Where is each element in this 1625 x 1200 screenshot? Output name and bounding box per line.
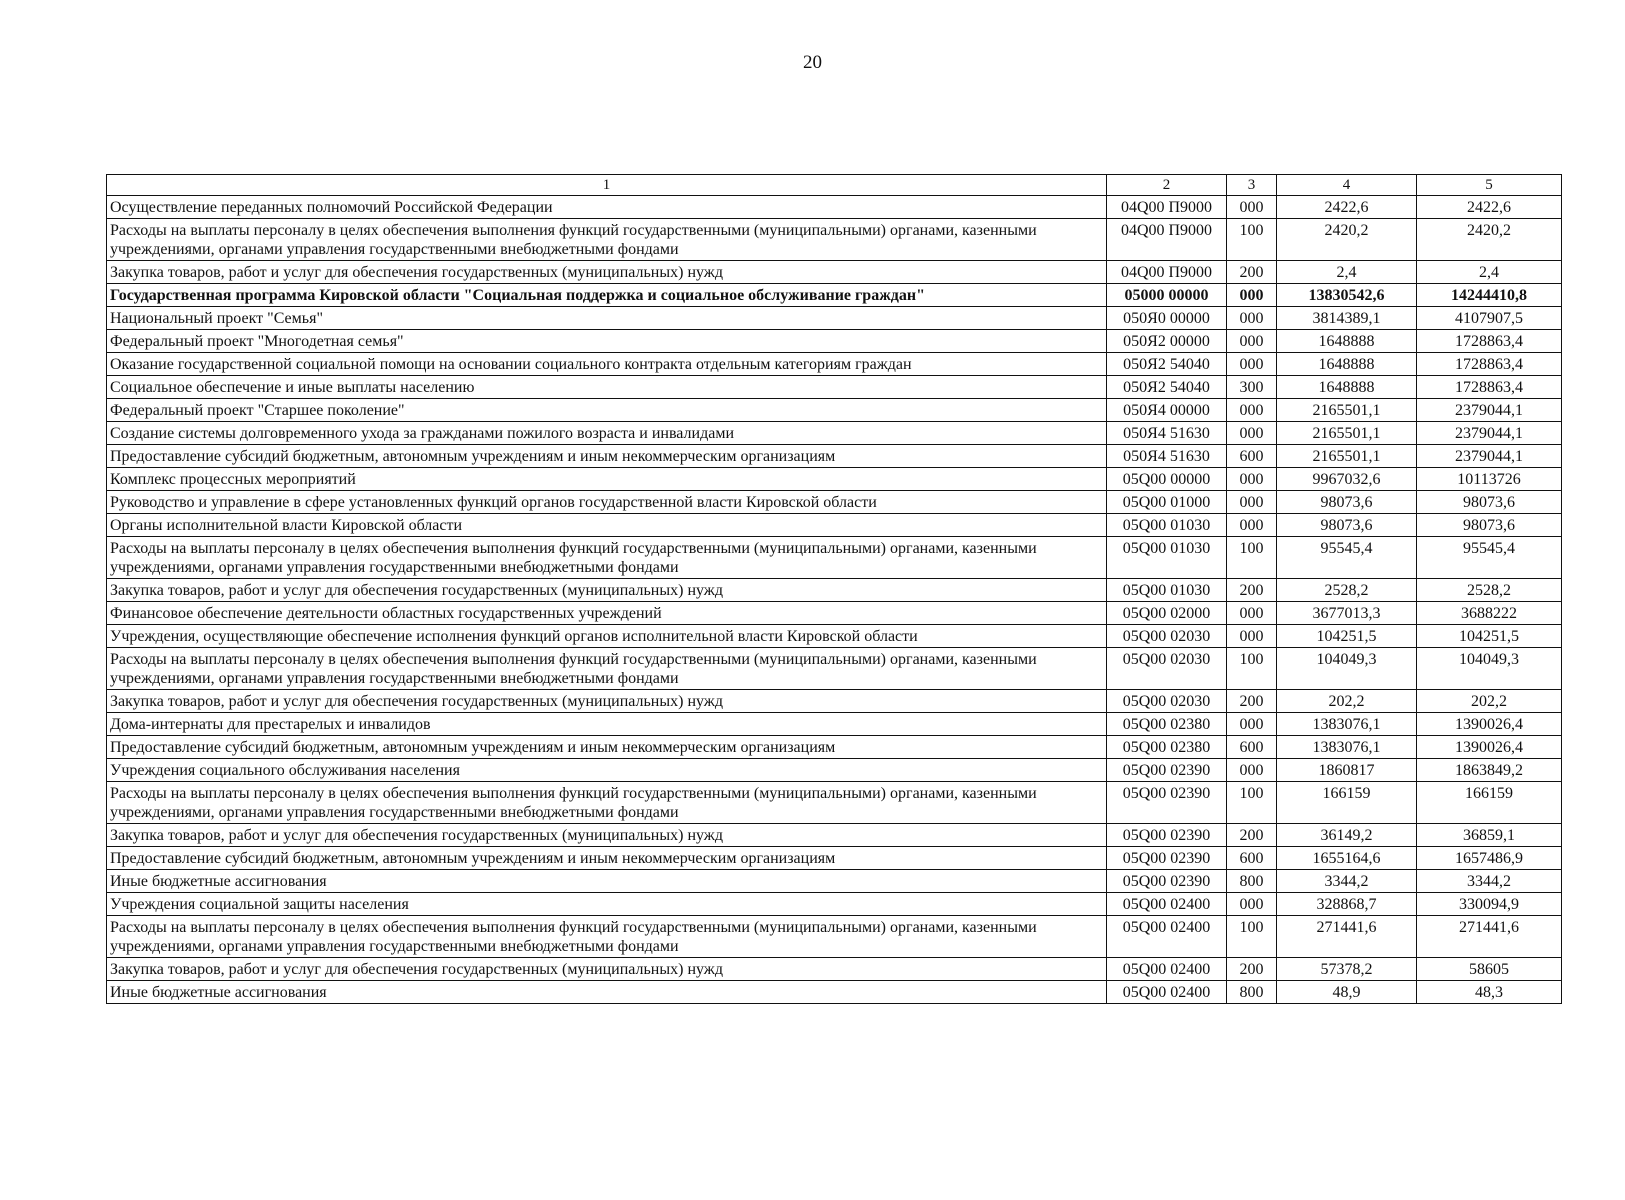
row-value-col-4: 2165501,1 <box>1277 399 1417 422</box>
table-row <box>107 625 1562 648</box>
table-row <box>107 736 1562 759</box>
row-code: 05Q00 00000 <box>1107 468 1227 491</box>
row-name: Социальное обеспечение и иные выплаты населению <box>107 376 1107 399</box>
row-value-col-5: 95545,4 <box>1417 537 1562 579</box>
row-value-col-4: 36149,2 <box>1277 824 1417 847</box>
row-value-col-5: 3688222 <box>1417 602 1562 625</box>
table-row <box>107 824 1562 847</box>
table-row <box>107 284 1562 307</box>
row-value-col-5: 2528,2 <box>1417 579 1562 602</box>
row-expense-type: 200 <box>1227 690 1277 713</box>
row-value-col-5: 1657486,9 <box>1417 847 1562 870</box>
row-name: Федеральный проект "Многодетная семья" <box>107 330 1107 353</box>
row-code: 05Q00 02400 <box>1107 893 1227 916</box>
row-name: Учреждения социального обслуживания населения <box>107 759 1107 782</box>
row-name: Расходы на выплаты персоналу в целях обеспечения выполнения функций государственными (муниципальными) органами, казенными учреждениями, органами управления государственными внебюджетными фондами <box>107 537 1107 579</box>
row-code: 05000 00000 <box>1107 284 1227 307</box>
table-row <box>107 422 1562 445</box>
row-name: Расходы на выплаты персоналу в целях обеспечения выполнения функций государственными (муниципальными) органами, казенными учреждениями, органами управления государственными внебюджетными фондами <box>107 648 1107 690</box>
page-number: 20 <box>803 52 822 73</box>
row-code: 05Q00 02390 <box>1107 824 1227 847</box>
table-row <box>107 870 1562 893</box>
row-code: 05Q00 02030 <box>1107 690 1227 713</box>
row-code: 050Я2 54040 <box>1107 353 1227 376</box>
row-expense-type: 600 <box>1227 445 1277 468</box>
row-value-col-5: 271441,6 <box>1417 916 1562 958</box>
row-expense-type: 100 <box>1227 219 1277 261</box>
row-expense-type: 000 <box>1227 353 1277 376</box>
table-row <box>107 782 1562 824</box>
row-name: Закупка товаров, работ и услуг для обеспечения государственных (муниципальных) нужд <box>107 690 1107 713</box>
table-row <box>107 330 1562 353</box>
row-code: 05Q00 02030 <box>1107 625 1227 648</box>
row-code: 05Q00 02400 <box>1107 916 1227 958</box>
row-value-col-5: 1728863,4 <box>1417 330 1562 353</box>
row-expense-type: 800 <box>1227 870 1277 893</box>
row-code: 05Q00 02390 <box>1107 782 1227 824</box>
row-value-col-5: 1728863,4 <box>1417 353 1562 376</box>
row-value-col-4: 3677013,3 <box>1277 602 1417 625</box>
row-name: Государственная программа Кировской области "Социальная поддержка и социальное обслуживание граждан" <box>107 284 1107 307</box>
row-code: 05Q00 01030 <box>1107 514 1227 537</box>
row-value-col-5: 58605 <box>1417 958 1562 981</box>
row-name: Закупка товаров, работ и услуг для обеспечения государственных (муниципальных) нужд <box>107 579 1107 602</box>
table-row <box>107 399 1562 422</box>
row-value-col-4: 104251,5 <box>1277 625 1417 648</box>
row-code: 05Q00 01000 <box>1107 491 1227 514</box>
table-row <box>107 353 1562 376</box>
table-row <box>107 958 1562 981</box>
row-expense-type: 000 <box>1227 625 1277 648</box>
row-code: 050Я4 00000 <box>1107 399 1227 422</box>
row-name: Учреждения, осуществляющие обеспечение исполнения функций органов исполнительной власти Кировской области <box>107 625 1107 648</box>
row-name: Расходы на выплаты персоналу в целях обеспечения выполнения функций государственными (муниципальными) органами, казенными учреждениями, органами управления государственными внебюджетными фондами <box>107 219 1107 261</box>
row-value-col-4: 3344,2 <box>1277 870 1417 893</box>
row-name: Закупка товаров, работ и услуг для обеспечения государственных (муниципальных) нужд <box>107 824 1107 847</box>
row-expense-type: 000 <box>1227 713 1277 736</box>
row-code: 05Q00 02390 <box>1107 759 1227 782</box>
row-name: Национальный проект "Семья" <box>107 307 1107 330</box>
row-code: 05Q00 02000 <box>1107 602 1227 625</box>
row-code: 05Q00 02030 <box>1107 648 1227 690</box>
row-value-col-5: 14244410,8 <box>1417 284 1562 307</box>
row-code: 04Q00 П9000 <box>1107 196 1227 219</box>
row-expense-type: 200 <box>1227 579 1277 602</box>
row-value-col-4: 2,4 <box>1277 261 1417 284</box>
table-row <box>107 468 1562 491</box>
row-value-col-5: 202,2 <box>1417 690 1562 713</box>
row-name: Расходы на выплаты персоналу в целях обеспечения выполнения функций государственными (муниципальными) органами, казенными учреждениями, органами управления государственными внебюджетными фондами <box>107 916 1107 958</box>
row-value-col-4: 2165501,1 <box>1277 445 1417 468</box>
table-row <box>107 602 1562 625</box>
row-name: Федеральный проект "Старшее поколение" <box>107 399 1107 422</box>
row-name: Комплекс процессных мероприятий <box>107 468 1107 491</box>
row-value-col-4: 98073,6 <box>1277 491 1417 514</box>
budget-table <box>106 174 1562 1004</box>
table-row <box>107 981 1562 1004</box>
table-row <box>107 219 1562 261</box>
row-expense-type: 000 <box>1227 759 1277 782</box>
row-value-col-5: 2379044,1 <box>1417 399 1562 422</box>
row-value-col-4: 57378,2 <box>1277 958 1417 981</box>
row-expense-type: 000 <box>1227 602 1277 625</box>
row-value-col-4: 1648888 <box>1277 353 1417 376</box>
header-col-5: 5 <box>1417 175 1562 196</box>
row-value-col-4: 98073,6 <box>1277 514 1417 537</box>
row-value-col-5: 3344,2 <box>1417 870 1562 893</box>
row-expense-type: 100 <box>1227 648 1277 690</box>
row-expense-type: 000 <box>1227 284 1277 307</box>
row-name: Предоставление субсидий бюджетным, автономным учреждениям и иным некоммерческим организациям <box>107 736 1107 759</box>
budget-table-wrapper <box>106 174 1562 1004</box>
row-value-col-4: 328868,7 <box>1277 893 1417 916</box>
row-value-col-5: 2379044,1 <box>1417 422 1562 445</box>
row-code: 04Q00 П9000 <box>1107 219 1227 261</box>
row-expense-type: 300 <box>1227 376 1277 399</box>
row-value-col-4: 1383076,1 <box>1277 736 1417 759</box>
row-value-col-5: 4107907,5 <box>1417 307 1562 330</box>
row-expense-type: 000 <box>1227 422 1277 445</box>
row-expense-type: 000 <box>1227 514 1277 537</box>
row-value-col-5: 330094,9 <box>1417 893 1562 916</box>
table-row <box>107 537 1562 579</box>
row-value-col-5: 98073,6 <box>1417 491 1562 514</box>
table-row <box>107 376 1562 399</box>
row-value-col-4: 2528,2 <box>1277 579 1417 602</box>
row-code: 050Я4 51630 <box>1107 445 1227 468</box>
row-expense-type: 000 <box>1227 893 1277 916</box>
row-code: 05Q00 02390 <box>1107 847 1227 870</box>
table-row <box>107 847 1562 870</box>
row-expense-type: 100 <box>1227 537 1277 579</box>
row-value-col-4: 104049,3 <box>1277 648 1417 690</box>
row-value-col-5: 1863849,2 <box>1417 759 1562 782</box>
row-expense-type: 100 <box>1227 782 1277 824</box>
header-row <box>107 175 1562 196</box>
row-value-col-5: 98073,6 <box>1417 514 1562 537</box>
row-value-col-5: 36859,1 <box>1417 824 1562 847</box>
table-row <box>107 491 1562 514</box>
row-value-col-5: 1728863,4 <box>1417 376 1562 399</box>
row-expense-type: 200 <box>1227 261 1277 284</box>
table-body <box>107 196 1562 1004</box>
row-expense-type: 200 <box>1227 958 1277 981</box>
row-code: 050Я2 54040 <box>1107 376 1227 399</box>
row-code: 05Q00 02400 <box>1107 958 1227 981</box>
row-value-col-4: 95545,4 <box>1277 537 1417 579</box>
row-expense-type: 800 <box>1227 981 1277 1004</box>
row-value-col-5: 2,4 <box>1417 261 1562 284</box>
row-value-col-5: 2420,2 <box>1417 219 1562 261</box>
row-value-col-4: 2420,2 <box>1277 219 1417 261</box>
row-name: Органы исполнительной власти Кировской области <box>107 514 1107 537</box>
row-name: Закупка товаров, работ и услуг для обеспечения государственных (муниципальных) нужд <box>107 261 1107 284</box>
row-value-col-4: 1383076,1 <box>1277 713 1417 736</box>
table-row <box>107 196 1562 219</box>
row-expense-type: 000 <box>1227 196 1277 219</box>
row-value-col-4: 1655164,6 <box>1277 847 1417 870</box>
row-value-col-5: 104251,5 <box>1417 625 1562 648</box>
row-name: Предоставление субсидий бюджетным, автономным учреждениям и иным некоммерческим организациям <box>107 847 1107 870</box>
row-value-col-4: 9967032,6 <box>1277 468 1417 491</box>
table-row <box>107 713 1562 736</box>
row-value-col-4: 2165501,1 <box>1277 422 1417 445</box>
row-code: 050Я2 00000 <box>1107 330 1227 353</box>
row-value-col-5: 2422,6 <box>1417 196 1562 219</box>
row-code: 050Я0 00000 <box>1107 307 1227 330</box>
row-expense-type: 200 <box>1227 824 1277 847</box>
row-code: 05Q00 02380 <box>1107 713 1227 736</box>
row-name: Осуществление переданных полномочий Российской Федерации <box>107 196 1107 219</box>
row-expense-type: 000 <box>1227 399 1277 422</box>
row-value-col-4: 1648888 <box>1277 376 1417 399</box>
row-code: 050Я4 51630 <box>1107 422 1227 445</box>
header-col-4: 4 <box>1277 175 1417 196</box>
row-value-col-5: 48,3 <box>1417 981 1562 1004</box>
table-row <box>107 648 1562 690</box>
row-name: Дома-интернаты для престарелых и инвалидов <box>107 713 1107 736</box>
table-row <box>107 579 1562 602</box>
row-expense-type: 000 <box>1227 468 1277 491</box>
row-value-col-5: 10113726 <box>1417 468 1562 491</box>
row-expense-type: 000 <box>1227 491 1277 514</box>
row-value-col-4: 48,9 <box>1277 981 1417 1004</box>
table-row <box>107 916 1562 958</box>
row-expense-type: 600 <box>1227 736 1277 759</box>
header-col-3: 3 <box>1227 175 1277 196</box>
row-expense-type: 000 <box>1227 307 1277 330</box>
table-row <box>107 759 1562 782</box>
row-expense-type: 000 <box>1227 330 1277 353</box>
row-name: Финансовое обеспечение деятельности областных государственных учреждений <box>107 602 1107 625</box>
header-col-1: 1 <box>107 175 1107 196</box>
row-value-col-5: 104049,3 <box>1417 648 1562 690</box>
table-row <box>107 445 1562 468</box>
table-row <box>107 690 1562 713</box>
row-name: Руководство и управление в сфере установленных функций органов государственной власти Кировской области <box>107 491 1107 514</box>
row-value-col-4: 2422,6 <box>1277 196 1417 219</box>
table-row <box>107 261 1562 284</box>
row-code: 04Q00 П9000 <box>1107 261 1227 284</box>
row-value-col-4: 1860817 <box>1277 759 1417 782</box>
row-name: Предоставление субсидий бюджетным, автономным учреждениям и иным некоммерческим организациям <box>107 445 1107 468</box>
row-value-col-5: 1390026,4 <box>1417 736 1562 759</box>
table-row <box>107 893 1562 916</box>
row-name: Иные бюджетные ассигнования <box>107 981 1107 1004</box>
row-code: 05Q00 01030 <box>1107 537 1227 579</box>
row-value-col-5: 166159 <box>1417 782 1562 824</box>
row-value-col-4: 166159 <box>1277 782 1417 824</box>
row-code: 05Q00 01030 <box>1107 579 1227 602</box>
row-name: Учреждения социальной защиты населения <box>107 893 1107 916</box>
row-name: Оказание государственной социальной помощи на основании социального контракта отдельным категориям граждан <box>107 353 1107 376</box>
row-value-col-4: 3814389,1 <box>1277 307 1417 330</box>
row-value-col-4: 271441,6 <box>1277 916 1417 958</box>
row-name: Создание системы долговременного ухода за гражданами пожилого возраста и инвалидами <box>107 422 1107 445</box>
row-expense-type: 100 <box>1227 916 1277 958</box>
row-value-col-5: 2379044,1 <box>1417 445 1562 468</box>
row-value-col-4: 1648888 <box>1277 330 1417 353</box>
row-value-col-4: 202,2 <box>1277 690 1417 713</box>
table-row <box>107 514 1562 537</box>
table-row <box>107 307 1562 330</box>
row-expense-type: 600 <box>1227 847 1277 870</box>
row-name: Расходы на выплаты персоналу в целях обеспечения выполнения функций государственными (муниципальными) органами, казенными учреждениями, органами управления государственными внебюджетными фондами <box>107 782 1107 824</box>
row-code: 05Q00 02380 <box>1107 736 1227 759</box>
row-value-col-4: 13830542,6 <box>1277 284 1417 307</box>
row-name: Закупка товаров, работ и услуг для обеспечения государственных (муниципальных) нужд <box>107 958 1107 981</box>
row-code: 05Q00 02400 <box>1107 981 1227 1004</box>
row-code: 05Q00 02390 <box>1107 870 1227 893</box>
header-col-2: 2 <box>1107 175 1227 196</box>
row-name: Иные бюджетные ассигнования <box>107 870 1107 893</box>
row-value-col-5: 1390026,4 <box>1417 713 1562 736</box>
